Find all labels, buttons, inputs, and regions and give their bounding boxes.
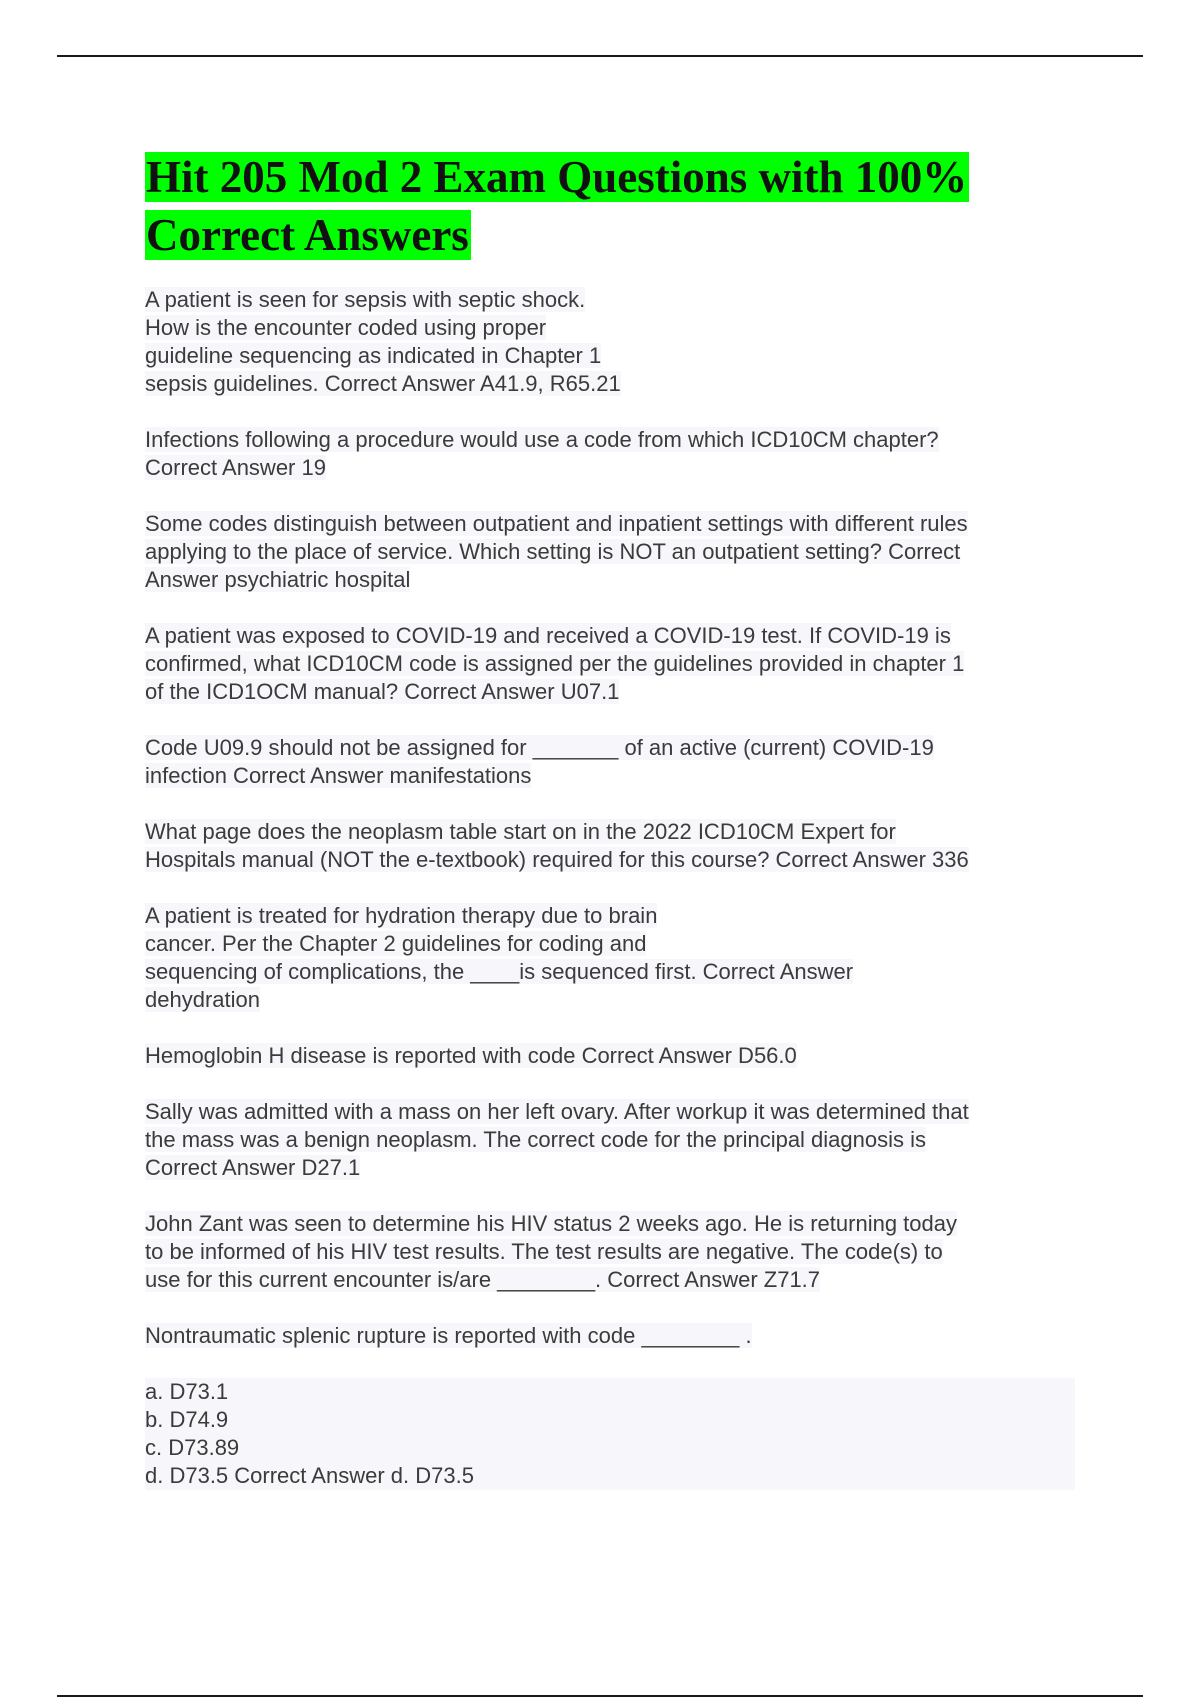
question-item (145, 1098, 1075, 1182)
title-line-1: Hit 205 Mod 2 Exam Questions with 100% (146, 152, 968, 202)
question-line: the mass was a benign neoplasm. The correct code for the principal diagnosis is (145, 1127, 927, 1152)
question-line: A patient was exposed to COVID-19 and received a COVID-19 test. If COVID-19 is (145, 623, 951, 648)
question-line: John Zant was seen to determine his HIV status 2 weeks ago. He is returning today (145, 1211, 957, 1236)
title-line-2: Correct Answers (146, 210, 469, 260)
question-line: Hospitals manual (NOT the e-textbook) required for this course? Correct Answer 336 (145, 847, 969, 872)
question-line: guideline sequencing as indicated in Chapter 1 (145, 343, 602, 368)
question-line: Code U09.9 should not be assigned for _______ of an active (current) COVID-19 (145, 735, 934, 760)
answer-option: c. D73.89 (145, 1434, 1075, 1462)
question-line: use for this current encounter is/are ________. Correct Answer Z71.7 (145, 1267, 821, 1292)
question-line: dehydration (145, 987, 260, 1012)
question-line: confirmed, what ICD10CM code is assigned per the guidelines provided in chapter 1 (145, 651, 965, 676)
question-line: sequencing of complications, the ____is sequenced first. Correct Answer (145, 959, 854, 984)
question-line: Sally was admitted with a mass on her left ovary. After workup it was determined that (145, 1099, 969, 1124)
answer-options (145, 1378, 1075, 1490)
question-item (145, 734, 1075, 790)
question-line: A patient is treated for hydration therapy due to brain (145, 903, 658, 928)
question-line: Correct Answer 19 (145, 455, 326, 480)
question-item (145, 1322, 1075, 1350)
question-line: What page does the neoplasm table start on in the 2022 ICD10CM Expert for (145, 819, 896, 844)
question-line: sepsis guidelines. Correct Answer A41.9, R65.21 (145, 371, 621, 396)
document-title (145, 148, 1075, 264)
question-line: cancer. Per the Chapter 2 guidelines for coding and (145, 931, 647, 956)
question-item (145, 426, 1075, 482)
question-line: Correct Answer D27.1 (145, 1155, 361, 1180)
question-item (145, 818, 1075, 874)
question-item (145, 510, 1075, 594)
question-line: applying to the place of service. Which setting is NOT an outpatient setting? Correct (145, 539, 961, 564)
question-item (145, 1210, 1075, 1294)
question-line: Answer psychiatric hospital (145, 567, 411, 592)
question-line: of the ICD1OCM manual? Correct Answer U07.1 (145, 679, 620, 704)
answer-option: b. D74.9 (145, 1406, 1075, 1434)
question-line: Infections following a procedure would use a code from which ICD10CM chapter? (145, 427, 939, 452)
question-list (145, 286, 1075, 1350)
question-line: infection Correct Answer manifestations (145, 763, 532, 788)
document-body (145, 148, 1075, 1518)
question-line: How is the encounter coded using proper (145, 315, 547, 340)
question-line: Some codes distinguish between outpatient and inpatient settings with different rules (145, 511, 968, 536)
answer-option: a. D73.1 (145, 1378, 1075, 1406)
question-line: Nontraumatic splenic rupture is reported with code ________ . (145, 1323, 752, 1348)
question-item (145, 902, 1075, 1014)
question-item (145, 622, 1075, 706)
question-item (145, 1042, 1075, 1070)
question-line: Hemoglobin H disease is reported with code Correct Answer D56.0 (145, 1043, 797, 1068)
top-rule (57, 55, 1143, 57)
bottom-rule (57, 1695, 1143, 1697)
question-line: to be informed of his HIV test results. The test results are negative. The code(s) to (145, 1239, 943, 1264)
question-item (145, 286, 1075, 398)
answer-option: d. D73.5 Correct Answer d. D73.5 (145, 1462, 1075, 1490)
question-line: A patient is seen for sepsis with septic shock. (145, 287, 586, 312)
